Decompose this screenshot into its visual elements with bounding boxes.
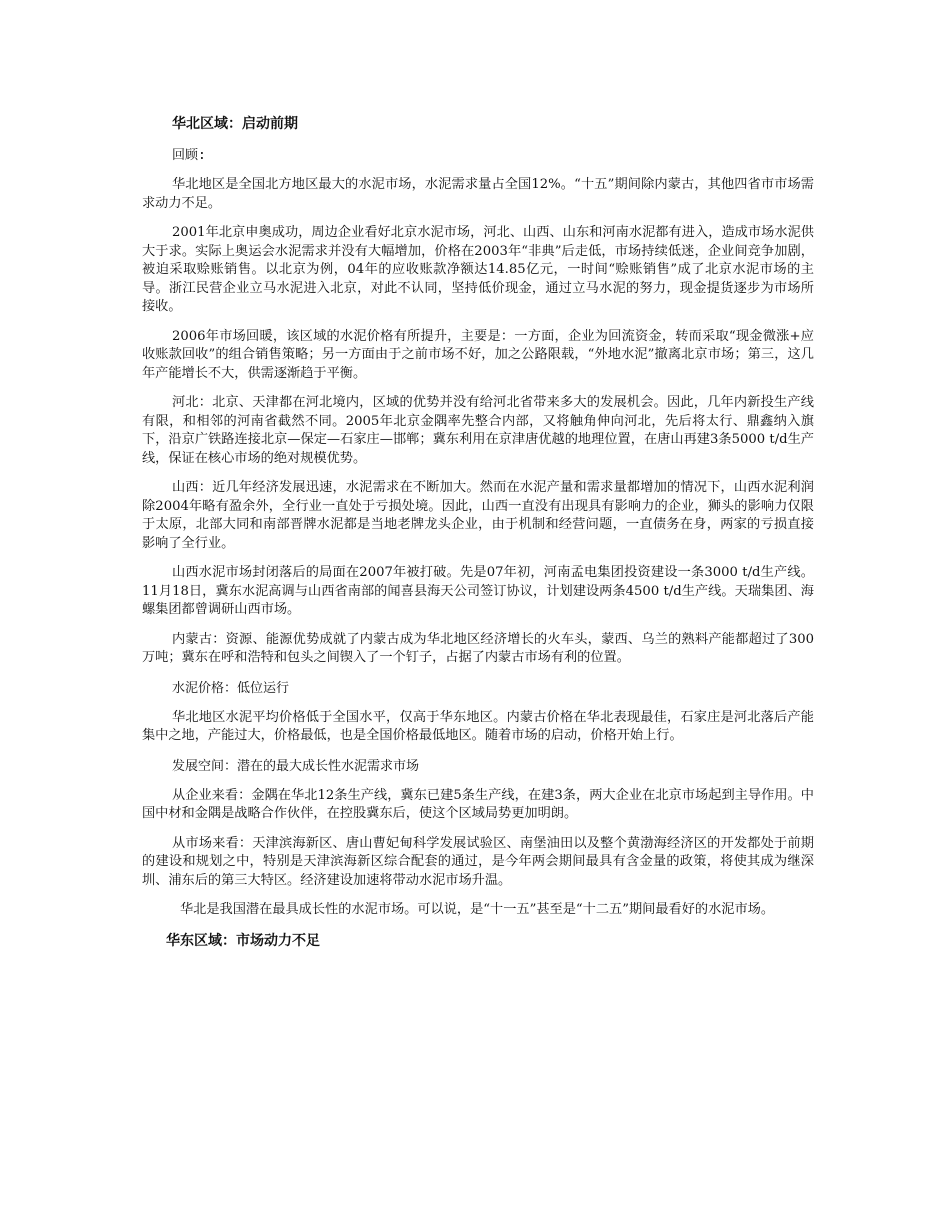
- paragraph-inner-mongolia: 内蒙古：资源、能源优势成就了内蒙古成为华北地区经济增长的火车头，蒙西、乌兰的熟料产能都超过了300万吨；冀东在呼和浩特和包头之间锲入了一个钉子，占据了内蒙古市场有利的位置。: [142, 631, 814, 665]
- paragraph-hebei: 河北：北京、天津都在河北境内，区域的优势并没有给河北省带来多大的发展机会。因此，几年内新投生产线有限，和相邻的河南省截然不同。2005年北京金隅率先整合内部，又将触角伸向河北，先后将太行、鼎鑫纳入旗下，沿京广铁路连接北京—保定—石家庄—邯郸；冀东利用在京津唐优越的地理位置，在唐山再建3条5000 t/d生产线，保证在核心市场的绝对规模优势。: [142, 395, 814, 466]
- section-heading-cement-price: 水泥价格：低位运行: [172, 680, 290, 696]
- paragraph-shanxi: 山西：近几年经济发展迅速，水泥需求在不断加大。然而在水泥产量和需求量都增加的情况下，山西水泥利润除2004年略有盈余外，全行业一直处于亏损处境。因此，山西一直没有出现具有影响力的企业，狮头的影响力仅限于太原，北部大同和南部晋牌水泥都是当地老牌龙头企业，由于机制和经营问题，一直债务在身，两家的亏损直接影响了全行业。: [142, 480, 814, 551]
- paragraph-conclusion: 华北是我国潜在最具成长性的水泥市场。可以说，是“十一五”甚至是“十二五”期间最看好的水泥市场。: [180, 902, 775, 917]
- paragraph-price-level: 华北地区水泥平均价格低于全国水平，仅高于华东地区。内蒙古价格在华北表现最佳，石家庄是河北落后产能集中之地，产能过大，价格最低，也是全国价格最低地区。随着市场的启动，价格开始上行。: [142, 709, 814, 743]
- paragraph-enterprise-view: 从企业来看：金隅在华北12条生产线，冀东已建5条生产线，在建3条，两大企业在北京市场起到主导作用。中国中材和金隅是战略合作伙伴，在控股冀东后，使这个区域局势更加明朗。: [142, 787, 814, 821]
- section-heading-north-china: 华北区域：启动前期: [172, 116, 298, 132]
- section-heading-development-space: 发展空间：潜在的最大成长性水泥需求市场: [172, 758, 420, 774]
- review-label: 回顾:: [172, 148, 206, 163]
- paragraph-beijing-olympics: 2001年北京申奥成功，周边企业看好北京水泥市场，河北、山西、山东和河南水泥都有进入，造成市场水泥供大于求。实际上奥运会水泥需求并没有大幅增加，价格在2003年“非典”后走低，市场持续低迷，企业间竞争加剧，被迫采取赊账销售。以北京为例，04年的应收账款净额达14.85亿元，一时间“赊账销售”成了北京水泥市场的主导。浙江民营企业立马水泥进入北京，对此不认同，坚持低价现金，通过立马水泥的努力，现金提货逐步为市场所接收。: [142, 225, 814, 314]
- paragraph-2006-recovery: 2006年市场回暖，该区域的水泥价格有所提升，主要是：一方面，企业为回流资金，转而采取“现金微涨+应收账款回收”的组合销售策略；另一方面由于之前市场不好，加之公路限载，“外地水泥”撤离北京市场；第三，这几年产能增长不大，供需逐渐趋于平衡。: [142, 328, 814, 381]
- paragraph-shanxi-2007: 山西水泥市场封闭落后的局面在2007年被打破。先是07年初，河南孟电集团投资建设一条3000 t/d生产线。11月18日，冀东水泥高调与山西省南部的闻喜县海天公司签订协议，计划建设两条4500 t/d生产线。天瑞集团、海螺集团都曾调研山西市场。: [142, 565, 814, 617]
- paragraph-market-view: 从市场来看：天津滨海新区、唐山曹妃甸科学发展试验区、南堡油田以及整个黄渤海经济区的开发都处于前期的建设和规划之中，特别是天津滨海新区综合配套的通过，是今年两会期间最具有含金量的政策，将使其成为继深圳、浦东后的第三大特区。经济建设加速将带动水泥市场升温。: [142, 835, 814, 888]
- document-body: [142, 114, 814, 963]
- section-heading-east-china: 华东区域：市场动力不足: [166, 932, 320, 949]
- paragraph-north-overview: 华北地区是全国北方地区最大的水泥市场，水泥需求量占全国12%。“十五”期间除内蒙古，其他四省市市场需求动力不足。: [142, 177, 814, 211]
